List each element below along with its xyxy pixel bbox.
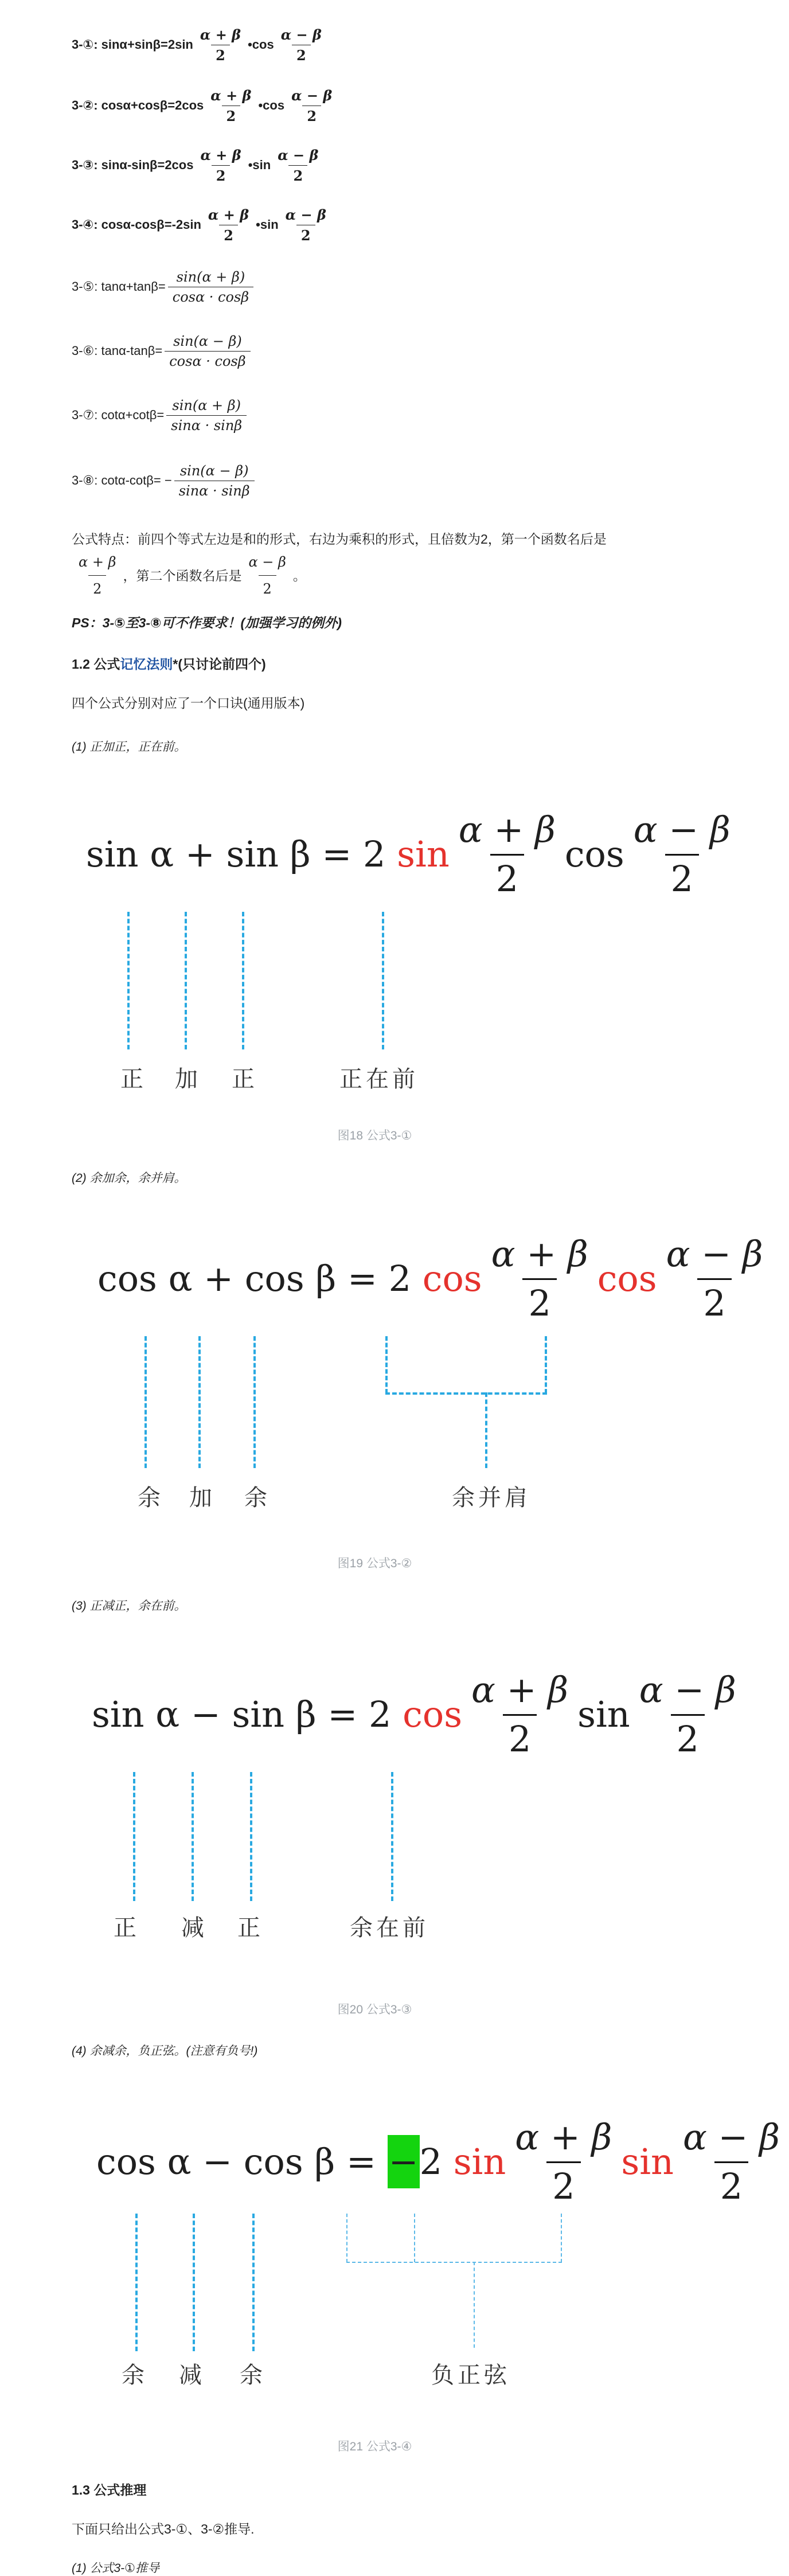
equation-func1: sin xyxy=(453,2141,506,2183)
equation-func1: sin xyxy=(397,833,450,875)
dashed-connector xyxy=(135,2214,138,2351)
fraction-denominator: 2 xyxy=(292,45,311,64)
figure-caption: 图19 公式3-② xyxy=(337,1557,412,1570)
mnemonic-label: 余在前 xyxy=(350,1915,429,1941)
fraction-denominator: 2 xyxy=(665,854,699,900)
fraction-numerator: sin(α + β) xyxy=(172,397,241,413)
equation-func1: cos xyxy=(422,1258,482,1299)
fraction-denominator: 2 xyxy=(503,1714,537,1760)
fraction-denominator: 2 xyxy=(490,854,524,900)
fraction-numerator: α + β xyxy=(210,87,252,104)
fraction-numerator: α − β xyxy=(682,2116,780,2158)
heading-prefix: 1.2 公式 xyxy=(72,657,120,672)
equation-lhs: cos α − cos β = xyxy=(96,2141,388,2183)
feature-text-end: 。 xyxy=(292,568,306,583)
formula-3-7 xyxy=(72,393,249,437)
fraction-numerator: sin(α + β) xyxy=(176,268,245,285)
fraction-denominator: 2 xyxy=(697,1278,731,1324)
fraction xyxy=(206,87,256,124)
formula-label: 3-②: cosα+cosβ=2cos xyxy=(72,98,204,112)
fraction-denominator: 2 xyxy=(88,575,106,600)
fraction xyxy=(174,463,255,499)
ps-note: PS：3-⑤至3-⑧可不作要求！(加强学习的例外) xyxy=(72,615,342,630)
derive-text: 下面只给出公式3-①、3-②推导. xyxy=(72,2522,255,2536)
feature-text: 公式特点：前四个等式左边是和的形式，右边为乘积的形式，且倍数为2，第一个函数名后是 xyxy=(72,532,607,547)
figure-equation xyxy=(86,809,740,900)
fraction xyxy=(204,206,253,244)
fraction-numerator: α − β xyxy=(291,87,333,104)
fraction-numerator: α − β xyxy=(278,146,319,163)
fraction-numerator: α − β xyxy=(666,1233,763,1275)
fraction-numerator: α + β xyxy=(458,809,556,850)
dashed-bracket-right xyxy=(561,2214,562,2262)
mnemonic-label: 加 xyxy=(175,1066,201,1092)
fraction-denominator: 2 xyxy=(211,45,230,64)
section-heading-1-3: 1.3 公式推理 xyxy=(72,2483,147,2497)
formula-3-8 xyxy=(72,459,257,502)
feature-text-mid: ，第二个函数名后是 xyxy=(123,568,242,583)
fraction-denominator: 2 xyxy=(296,225,315,244)
fraction-numerator: α − β xyxy=(633,809,731,850)
rule-3: (3) 正减正，余在前。 xyxy=(72,1599,186,1613)
formula-3-4 xyxy=(72,203,333,247)
equation-coefficient: 2 xyxy=(419,2141,454,2183)
fraction-denominator: 2 xyxy=(671,1714,705,1760)
fraction-numerator: sin(α − β) xyxy=(173,333,242,349)
dashed-connector xyxy=(242,912,244,1049)
figure-equation xyxy=(96,2116,789,2207)
fraction-denominator: 2 xyxy=(546,2161,580,2207)
fraction xyxy=(628,809,736,900)
equation-lhs: cos α + cos β = 2 xyxy=(97,1258,423,1299)
rule-2: (2) 余加余，余并肩。 xyxy=(72,1172,186,1185)
fraction-numerator: α + β xyxy=(200,146,241,163)
formula-3-6 xyxy=(72,329,253,373)
formula-3-2 xyxy=(72,84,339,127)
fraction xyxy=(677,2116,786,2207)
dashed-connector xyxy=(198,1336,201,1468)
dashed-bracket-bottom xyxy=(385,1392,547,1395)
dashed-bracket-left xyxy=(385,1336,388,1394)
mnemonic-label: 余 xyxy=(138,1485,164,1511)
equation-func1: cos xyxy=(403,1693,463,1735)
equation-func2: cos xyxy=(597,1258,657,1299)
dashed-connector xyxy=(391,1772,393,1901)
fraction-numerator: α + β xyxy=(491,1233,588,1275)
formula-label: 3-⑤: tanα+tanβ= xyxy=(72,279,166,294)
formula-mid: •cos xyxy=(258,98,285,112)
figure-equation xyxy=(97,1233,772,1324)
fraction xyxy=(166,397,247,434)
rule-4 xyxy=(72,2042,257,2059)
dashed-connector xyxy=(250,1772,252,1901)
fraction xyxy=(165,333,250,369)
rule-1: (1) 正加正，正在前。 xyxy=(72,740,186,754)
dashed-connector xyxy=(144,1336,147,1468)
mnemonic-label: 余并肩 xyxy=(452,1485,531,1511)
dashed-connector xyxy=(192,1772,194,1901)
feature-paragraph xyxy=(72,528,679,600)
dashed-bracket-mid xyxy=(414,2214,415,2262)
formula-label: 3-⑥: tanα-tanβ= xyxy=(72,344,163,358)
fraction-denominator: 2 xyxy=(212,165,231,184)
figure-21 xyxy=(0,2099,780,2454)
formula-3-3 xyxy=(72,143,325,187)
fraction-denominator: sinα · sinβ xyxy=(166,415,247,434)
formula-3-1 xyxy=(72,23,329,67)
dashed-connector xyxy=(485,1392,487,1468)
fraction-numerator: α − β xyxy=(280,26,322,43)
fraction-denominator: 2 xyxy=(219,225,238,244)
fraction-denominator: 2 xyxy=(302,106,321,124)
dashed-connector xyxy=(193,2214,195,2351)
rule-text: (4) 余减余，负正弦。(注意有负号!) xyxy=(72,2044,258,2058)
fraction xyxy=(273,147,323,184)
figure-caption: 图20 公式3-③ xyxy=(337,2003,412,2016)
equation-lhs: sin α + sin β = 2 xyxy=(86,833,397,875)
equation-func2: cos xyxy=(564,833,624,875)
mnemonic-label: 正 xyxy=(232,1066,258,1092)
mnemonic-label: 正 xyxy=(114,1915,140,1941)
heading-suffix: *(只讨论前四个) xyxy=(173,657,266,672)
mnemonic-label: 余 xyxy=(240,2362,266,2388)
mnemonic-label: 加 xyxy=(189,1485,216,1511)
fraction xyxy=(287,87,337,124)
figure-18 xyxy=(0,791,749,1158)
formula-label: 3-⑧: cotα-cotβ= − xyxy=(72,473,172,487)
dashed-connector xyxy=(127,912,130,1049)
formula-mid: •sin xyxy=(256,217,279,232)
fraction-denominator: 2 xyxy=(522,1278,556,1324)
fraction xyxy=(661,1233,769,1324)
fraction-numerator: α + β xyxy=(515,2116,612,2158)
fraction-denominator: 2 xyxy=(288,165,307,184)
dashed-connector xyxy=(133,1772,135,1901)
fraction xyxy=(196,147,245,184)
fraction xyxy=(486,1233,594,1324)
fraction-numerator: α + β xyxy=(471,1669,569,1711)
fraction-denominator: 2 xyxy=(259,575,276,600)
fraction xyxy=(509,2116,618,2207)
fraction-denominator: sinα · sinβ xyxy=(174,481,255,499)
dashed-connector xyxy=(252,2214,255,2351)
fraction xyxy=(244,551,290,600)
fraction-denominator: 2 xyxy=(714,2161,748,2207)
formula-3-5 xyxy=(72,265,256,309)
equation-func2: sin xyxy=(621,2141,674,2183)
figure-caption: 图21 公式3-④ xyxy=(337,2440,412,2453)
dashed-connector xyxy=(382,912,384,1049)
formula-label: 3-④: cosα-cosβ=-2sin xyxy=(72,217,201,232)
dashed-connector xyxy=(474,2262,475,2348)
fraction-numerator: α + β xyxy=(200,26,241,43)
fraction-numerator: α − β xyxy=(248,554,286,570)
memory-rule-link[interactable]: 记忆法则 xyxy=(120,657,173,672)
dashed-connector xyxy=(185,912,187,1049)
fraction-numerator: α − β xyxy=(639,1669,736,1711)
mnemonic-label: 负正弦 xyxy=(431,2362,510,2388)
fraction-denominator: cosα · cosβ xyxy=(168,287,253,305)
figure-20 xyxy=(0,1652,749,2007)
dashed-bracket-right xyxy=(545,1336,547,1394)
section-heading-1-2 xyxy=(72,654,266,673)
figure-19 xyxy=(0,1216,763,1571)
dashed-bracket-bottom xyxy=(346,2262,562,2263)
fraction xyxy=(276,26,326,64)
figure-equation xyxy=(92,1669,745,1760)
equation-lhs: sin α − sin β = 2 xyxy=(92,1693,403,1735)
mnemonic-label: 正 xyxy=(120,1066,147,1092)
fraction-numerator: α − β xyxy=(285,206,326,223)
fraction-denominator: 2 xyxy=(222,106,241,124)
formula-mid: •cos xyxy=(248,37,274,52)
dashed-connector xyxy=(253,1336,256,1468)
equation-func2: sin xyxy=(577,1693,630,1735)
formula-label: 3-①: sinα+sinβ=2sin xyxy=(72,37,193,52)
formula-label: 3-③: sinα-sinβ=2cos xyxy=(72,158,194,172)
fraction-denominator: cosα · cosβ xyxy=(165,351,250,369)
fraction xyxy=(466,1669,574,1760)
mnemonic-label: 减 xyxy=(179,2362,205,2388)
mnemonic-label: 余 xyxy=(122,2362,148,2388)
dashed-bracket-left xyxy=(346,2214,347,2262)
intro-text: 四个公式分别对应了一个口诀(通用版本) xyxy=(72,696,305,711)
fraction xyxy=(168,269,253,305)
fraction-numerator: α + β xyxy=(208,206,249,223)
fraction xyxy=(74,551,120,600)
fraction xyxy=(634,1669,742,1760)
fraction-numerator: α + β xyxy=(79,554,116,570)
figure-caption: 图18 公式3-① xyxy=(337,1129,412,1142)
fraction xyxy=(281,206,331,244)
mnemonic-label: 正在前 xyxy=(339,1066,419,1092)
fraction xyxy=(196,26,245,64)
fraction xyxy=(453,809,561,900)
formula-mid: •sin xyxy=(248,158,271,172)
derive-item: (1) 公式3-①推导 xyxy=(72,2562,159,2575)
mnemonic-label: 正 xyxy=(237,1915,264,1941)
highlighted-minus-sign: − xyxy=(388,2135,420,2188)
fraction-numerator: sin(α − β) xyxy=(179,462,249,479)
mnemonic-label: 减 xyxy=(181,1915,208,1941)
mnemonic-label: 余 xyxy=(244,1485,271,1511)
formula-label: 3-⑦: cotα+cotβ= xyxy=(72,408,165,422)
